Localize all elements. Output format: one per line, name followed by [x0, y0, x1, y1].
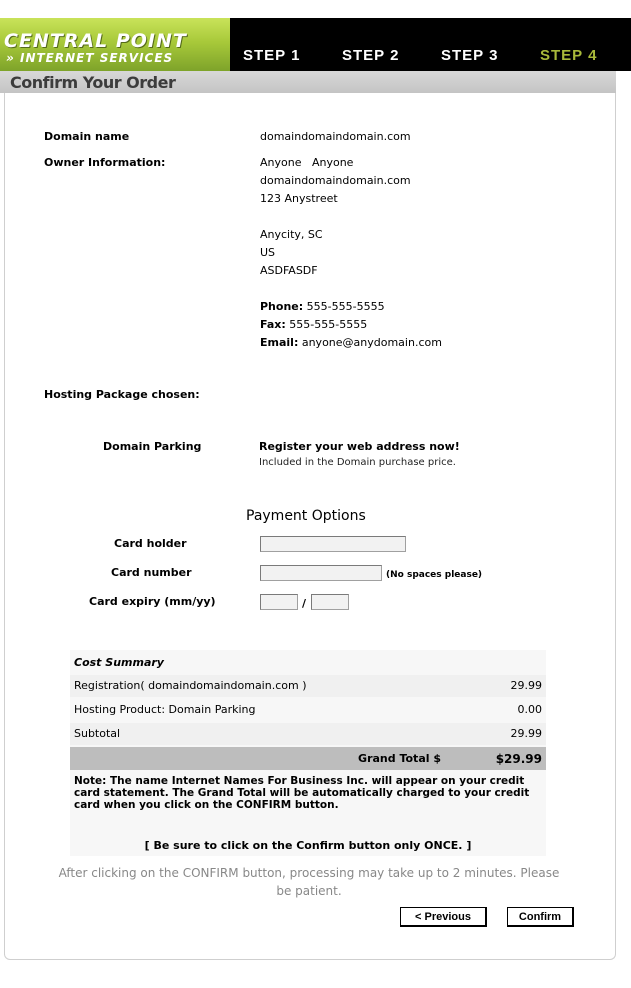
confirm-once-notice: [ Be sure to click on the Confirm button only ONCE. ] — [144, 839, 472, 852]
owner-city-state: Anycity, SC — [260, 228, 323, 241]
summary-row-registration — [70, 675, 546, 697]
card-number-input[interactable] — [260, 565, 382, 581]
step-1: STEP 1 — [243, 47, 301, 64]
phone-value: 555-555-5555 — [306, 300, 385, 313]
page-title-bar — [0, 71, 616, 93]
processing-notice: After clicking on the CONFIRM button, processing may take up to 2 minutes. Please be patient. — [58, 866, 560, 898]
fax-label: Fax: — [260, 318, 286, 331]
cost-summary-title: Cost Summary — [74, 656, 164, 669]
phone-label: Phone: — [260, 300, 304, 313]
card-holder-label: Card holder — [114, 537, 187, 550]
expiry-year-input[interactable] — [311, 594, 349, 610]
central-point-logo[interactable] — [0, 18, 230, 71]
fax-value: 555-555-5555 — [289, 318, 368, 331]
card-holder-input[interactable] — [260, 536, 406, 552]
hosting-package-name: Domain Parking — [103, 440, 202, 453]
owner-phone-line — [260, 300, 385, 313]
owner-extra: ASDFASDF — [260, 264, 318, 277]
previous-button[interactable]: < Previous — [400, 907, 487, 927]
grand-total-row — [70, 747, 546, 770]
summary-row-amount: 0.00 — [517, 703, 542, 716]
summary-row-label: Hosting Product: Domain Parking — [74, 703, 256, 716]
card-number-label: Card number — [111, 566, 192, 579]
owner-email-line — [260, 336, 442, 349]
domain-name-value: domaindomaindomain.com — [260, 130, 411, 143]
page-title: Confirm Your Order — [10, 73, 176, 92]
owner-info-label: Owner Information: — [44, 156, 166, 169]
card-expiry-label: Card expiry (mm/yy) — [89, 595, 216, 608]
grand-total-value: $29.99 — [495, 752, 542, 766]
owner-street: 123 Anystreet — [260, 192, 338, 205]
summary-row-label: Registration( domaindomaindomain.com ) — [74, 679, 307, 692]
logo-text-line1: CENTRAL POINT — [4, 30, 187, 52]
hosting-package-label: Hosting Package chosen: — [44, 388, 200, 401]
owner-company: domaindomaindomain.com — [260, 174, 411, 187]
hosting-package-desc: Included in the Domain purchase price. — [259, 457, 456, 468]
domain-name-label: Domain name — [44, 130, 130, 143]
owner-fax-line — [260, 318, 367, 331]
grand-total-label: Grand Total $ — [358, 752, 441, 765]
summary-row-amount: 29.99 — [510, 679, 542, 692]
billing-note: Note: The name Internet Names For Business Inc. will appear on your credit card statement. The Grand Total will be automatically charged to your credit card when you click on the CONFIRM button. — [74, 775, 530, 811]
email-value: anyone@anydomain.com — [301, 336, 442, 349]
summary-row-hosting — [70, 699, 546, 721]
expiry-separator: / — [302, 597, 307, 610]
step-4-active: STEP 4 — [540, 47, 598, 64]
owner-name: Anyone Anyone — [260, 156, 354, 169]
confirm-button[interactable]: Confirm — [507, 907, 574, 927]
hosting-package-headline: Register your web address now! — [259, 440, 460, 453]
summary-row-label: Subtotal — [74, 727, 121, 740]
logo-text-line2: » INTERNET SERVICES — [6, 51, 174, 65]
summary-row-subtotal — [70, 723, 546, 745]
step-2: STEP 2 — [342, 47, 400, 64]
summary-row-amount: 29.99 — [510, 727, 542, 740]
card-number-hint: (No spaces please) — [386, 570, 483, 580]
header-bar — [0, 18, 631, 71]
step-3: STEP 3 — [441, 47, 499, 64]
owner-country: US — [260, 246, 276, 259]
expiry-month-input[interactable] — [260, 594, 298, 610]
email-label: Email: — [260, 336, 299, 349]
payment-options-title: Payment Options — [246, 508, 366, 524]
